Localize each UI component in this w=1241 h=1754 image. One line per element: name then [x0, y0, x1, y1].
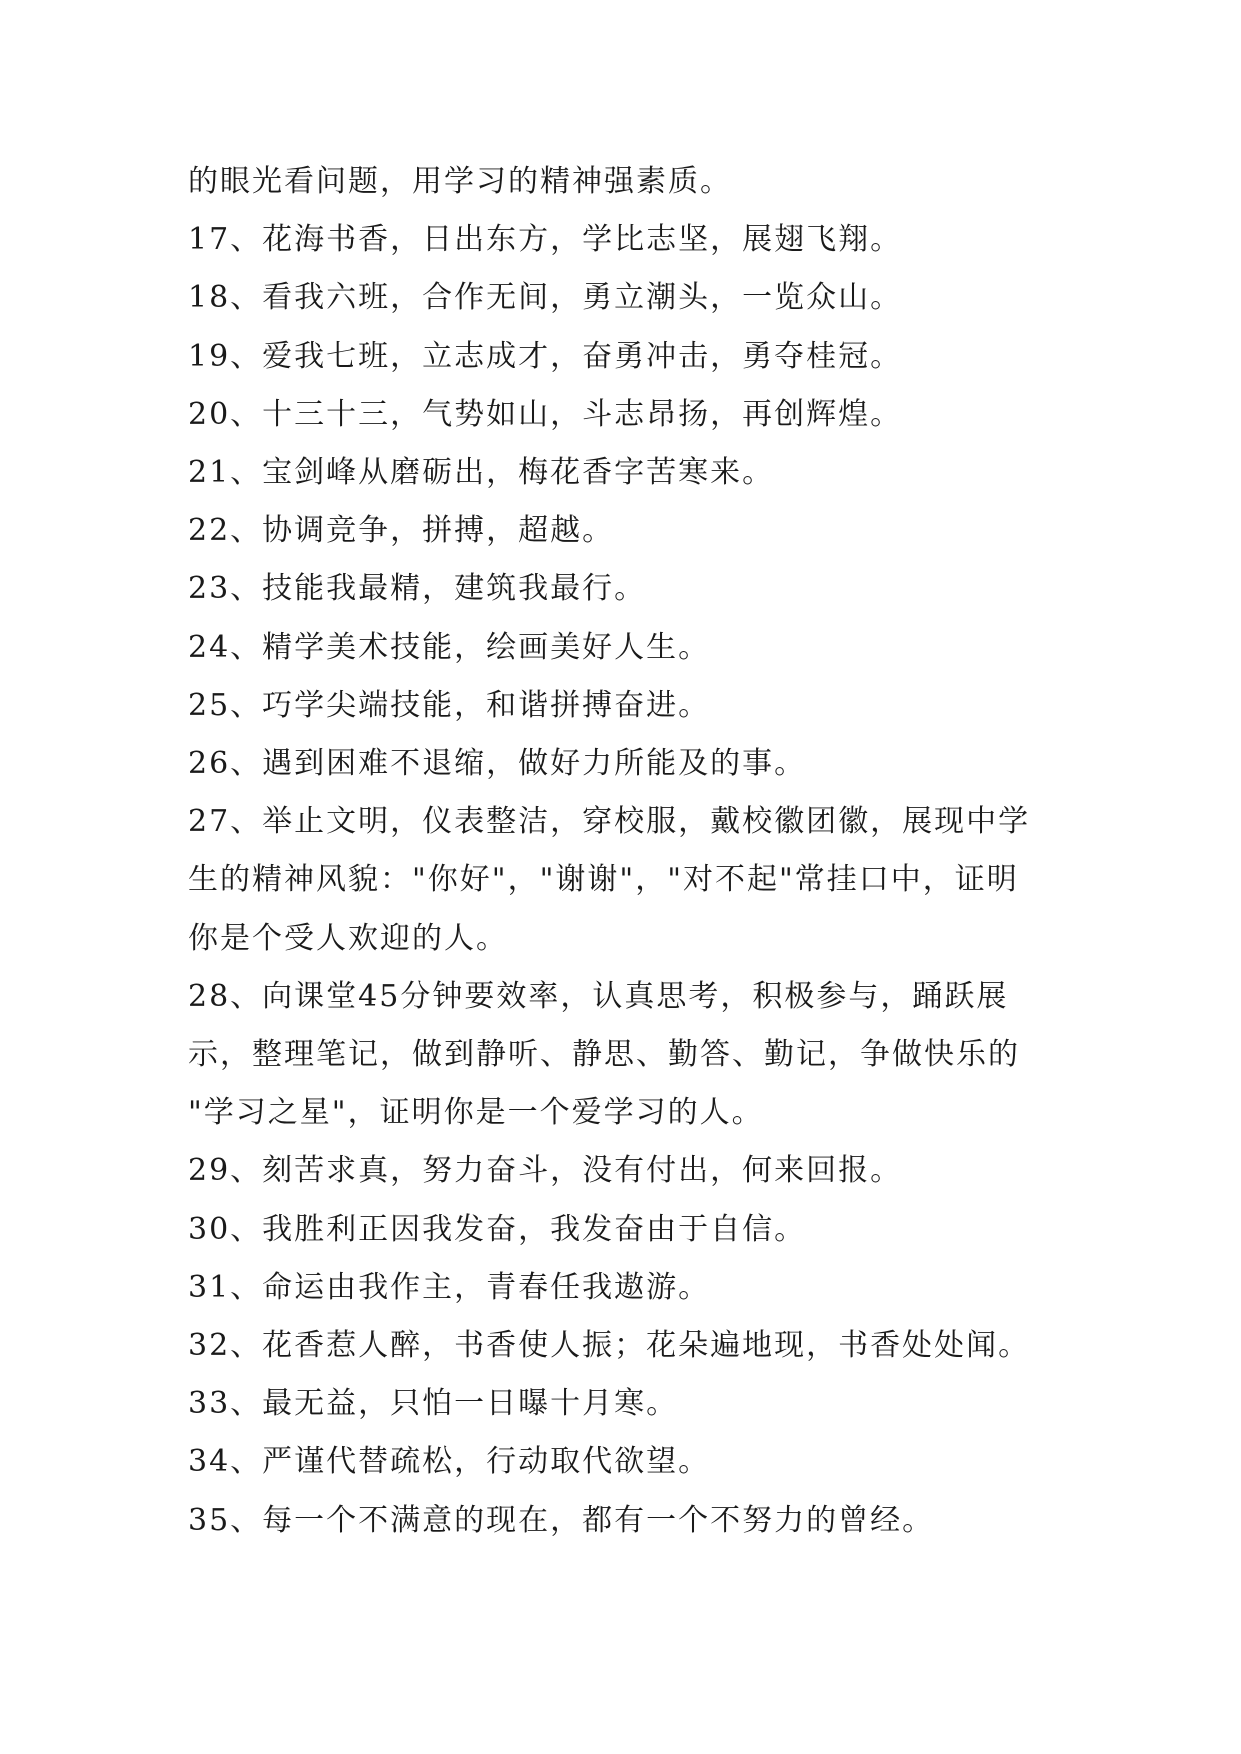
- text-line: 25、巧学尖端技能，和谐拼搏奋进。: [188, 687, 711, 723]
- text-line: 18、看我六班，合作无间，勇立潮头，一览众山。: [188, 280, 903, 316]
- text-line: 22、协调竞争，拼搏，超越。: [188, 513, 615, 549]
- text-line: "学习之星"，证明你是一个爱学习的人。: [188, 1095, 764, 1131]
- text-line: 20、十三十三，气势如山，斗志昂扬，再创辉煌。: [188, 396, 903, 432]
- document-body: [188, 153, 1088, 1550]
- text-line: 34、严谨代替疏松，行动取代欲望。: [188, 1444, 711, 1480]
- text-line: 30、我胜利正因我发奋，我发奋由于自信。: [188, 1211, 807, 1247]
- text-line: 17、花海书香，日出东方，学比志坚，展翅飞翔。: [188, 222, 903, 258]
- text-line: 28、向课堂45分钟要效率，认真思考，积极参与，踊跃展: [188, 978, 1009, 1014]
- text-line: 32、花香惹人醉，书香使人振；花朵遍地现，书香处处闻。: [188, 1328, 1031, 1364]
- text-line: 29、刻苦求真，努力奋斗，没有付出，何来回报。: [188, 1153, 903, 1189]
- text-line: 35、每一个不满意的现在，都有一个不努力的曾经。: [188, 1502, 935, 1538]
- text-line: 31、命运由我作主，青春任我遨游。: [188, 1269, 711, 1305]
- text-line: 24、精学美术技能，绘画美好人生。: [188, 629, 711, 665]
- text-line: 生的精神风貌："你好"，"谢谢"，"对不起"常挂口中，证明: [188, 862, 1019, 898]
- text-line: 的眼光看问题，用学习的精神强素质。: [188, 164, 732, 199]
- text-line: 示，整理笔记，做到静听、静思、勤答、勤记，争做快乐的: [188, 1037, 1020, 1073]
- text-line: 33、最无益，只怕一日曝十月寒。: [188, 1386, 679, 1422]
- text-line: 19、爱我七班，立志成才，奋勇冲击，勇夺桂冠。: [188, 338, 903, 374]
- text-line: 23、技能我最精，建筑我最行。: [188, 571, 647, 607]
- text-line: 26、遇到困难不退缩，做好力所能及的事。: [188, 746, 807, 782]
- text-line: 你是个受人欢迎的人。: [188, 920, 508, 956]
- text-line: 27、举止文明，仪表整洁，穿校服，戴校徽团徽，展现中学: [188, 804, 1031, 840]
- text-line: 21、宝剑峰从磨砺出，梅花香字苦寒来。: [188, 455, 775, 491]
